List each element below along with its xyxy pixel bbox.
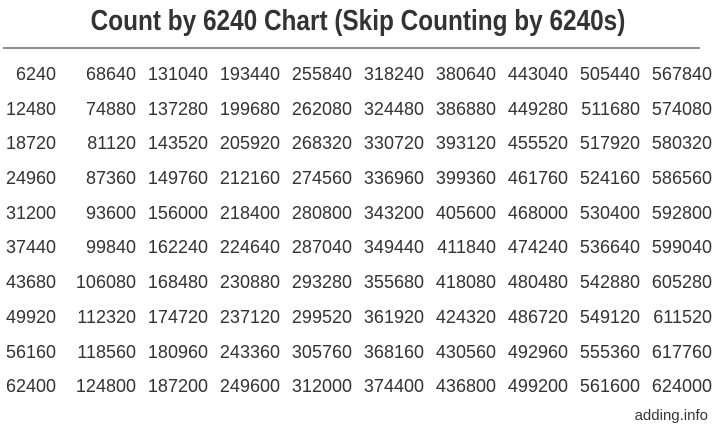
table-cell: 330720 bbox=[363, 133, 424, 154]
table-cell: 168480 bbox=[147, 272, 208, 293]
table-cell: 461760 bbox=[507, 168, 568, 189]
table-cell: 399360 bbox=[435, 168, 496, 189]
table-cell: 449280 bbox=[507, 98, 568, 119]
table-cell: 468000 bbox=[507, 202, 568, 223]
table-cell: 62400 bbox=[5, 376, 56, 397]
table-cell: 355680 bbox=[363, 272, 424, 293]
table-cell: 380640 bbox=[435, 64, 496, 84]
table-cell: 49920 bbox=[5, 306, 56, 327]
table-cell: 68640 bbox=[85, 64, 136, 84]
table-cell: 212160 bbox=[219, 168, 280, 189]
table-cell: 218400 bbox=[219, 202, 280, 223]
table-cell: 274560 bbox=[291, 168, 352, 189]
table-cell: 349440 bbox=[363, 237, 424, 258]
table-cell: 124800 bbox=[75, 376, 136, 397]
table-cell: 480480 bbox=[507, 272, 568, 293]
table-cell: 549120 bbox=[579, 306, 640, 327]
table-cell: 455520 bbox=[507, 133, 568, 154]
table-cell: 305760 bbox=[291, 341, 352, 362]
table-cell: 199680 bbox=[219, 98, 280, 119]
table-cell: 268320 bbox=[291, 133, 352, 154]
table-cell: 443040 bbox=[507, 64, 568, 84]
table-cell: 93600 bbox=[85, 202, 136, 223]
table-cell: 617760 bbox=[651, 341, 712, 362]
table-cell: 555360 bbox=[579, 341, 640, 362]
table-cell: 368160 bbox=[363, 341, 424, 362]
table-cell: 592800 bbox=[651, 202, 712, 223]
table-cell: 162240 bbox=[147, 237, 208, 258]
title-divider bbox=[3, 47, 700, 49]
skip-counting-table bbox=[2, 57, 716, 404]
table-cell: 542880 bbox=[579, 272, 640, 293]
table-cell: 106080 bbox=[75, 272, 136, 293]
table-cell: 6240 bbox=[15, 64, 56, 84]
table-cell: 517920 bbox=[579, 133, 640, 154]
table-cell: 180960 bbox=[147, 341, 208, 362]
table-cell: 318240 bbox=[363, 64, 424, 84]
table-cell: 81120 bbox=[87, 133, 136, 154]
table-cell: 611520 bbox=[653, 306, 712, 327]
table-cell: 112320 bbox=[77, 306, 136, 327]
table-cell: 99840 bbox=[85, 237, 136, 258]
table-cell: 424320 bbox=[435, 306, 496, 327]
table-cell: 505440 bbox=[579, 64, 640, 84]
table-cell: 143520 bbox=[147, 133, 208, 154]
table-cell: 624000 bbox=[651, 376, 712, 397]
table-cell: 524160 bbox=[579, 168, 640, 189]
table-cell: 405600 bbox=[435, 202, 496, 223]
table-cell: 530400 bbox=[579, 202, 640, 223]
table-cell: 230880 bbox=[219, 272, 280, 293]
table-cell: 324480 bbox=[363, 98, 424, 119]
table-cell: 393120 bbox=[435, 133, 496, 154]
table-cell: 249600 bbox=[219, 376, 280, 397]
table-cell: 418080 bbox=[435, 272, 496, 293]
table-cell: 237120 bbox=[219, 306, 280, 327]
table-cell: 37440 bbox=[5, 237, 56, 258]
table-cell: 430560 bbox=[435, 341, 496, 362]
table-cell: 262080 bbox=[291, 98, 352, 119]
table-cell: 586560 bbox=[651, 168, 712, 189]
table-cell: 561600 bbox=[579, 376, 640, 397]
table-cell: 118560 bbox=[77, 341, 136, 362]
table-cell: 137280 bbox=[147, 98, 208, 119]
table-cell: 511680 bbox=[581, 98, 640, 119]
table-cell: 56160 bbox=[5, 341, 56, 362]
table-cell: 74880 bbox=[85, 98, 136, 119]
table-cell: 293280 bbox=[291, 272, 352, 293]
table-cell: 336960 bbox=[363, 168, 424, 189]
table-cell: 492960 bbox=[507, 341, 568, 362]
table-cell: 87360 bbox=[85, 168, 136, 189]
table-cell: 224640 bbox=[219, 237, 280, 258]
table-cell: 156000 bbox=[147, 202, 208, 223]
table-cell: 361920 bbox=[363, 306, 424, 327]
table-cell: 243360 bbox=[219, 341, 280, 362]
table-cell: 18720 bbox=[5, 133, 56, 154]
table-cell: 580320 bbox=[651, 133, 712, 154]
table-cell: 411840 bbox=[437, 237, 496, 258]
table-cell: 12480 bbox=[5, 98, 56, 119]
table-cell: 436800 bbox=[435, 376, 496, 397]
page-title: Count by 6240 Chart (Skip Counting by 6240s) bbox=[90, 5, 626, 37]
table-cell: 386880 bbox=[435, 98, 496, 119]
table-cell: 255840 bbox=[291, 64, 352, 84]
table-cell: 605280 bbox=[651, 272, 712, 293]
table-cell: 287040 bbox=[291, 237, 352, 258]
table-cell: 205920 bbox=[219, 133, 280, 154]
table-cell: 174720 bbox=[147, 306, 208, 327]
table-cell: 374400 bbox=[363, 376, 424, 397]
table-cell: 574080 bbox=[651, 98, 712, 119]
table-cell: 187200 bbox=[147, 376, 208, 397]
table-cell: 31200 bbox=[5, 202, 56, 223]
table-cell: 312000 bbox=[291, 376, 352, 397]
site-attribution: adding.info bbox=[634, 407, 708, 424]
table-cell: 343200 bbox=[363, 202, 424, 223]
table-cell: 474240 bbox=[507, 237, 568, 258]
table-cell: 536640 bbox=[579, 237, 640, 258]
table-cell: 131040 bbox=[147, 64, 208, 84]
table-cell: 24960 bbox=[5, 168, 56, 189]
table-cell: 280800 bbox=[291, 202, 352, 223]
table-cell: 567840 bbox=[651, 64, 712, 84]
table-cell: 499200 bbox=[507, 376, 568, 397]
table-cell: 599040 bbox=[651, 237, 712, 258]
table-cell: 43680 bbox=[5, 272, 56, 293]
table-cell: 193440 bbox=[219, 64, 280, 84]
table-cell: 486720 bbox=[507, 306, 568, 327]
table-cell: 299520 bbox=[291, 306, 352, 327]
table-cell: 149760 bbox=[147, 168, 208, 189]
